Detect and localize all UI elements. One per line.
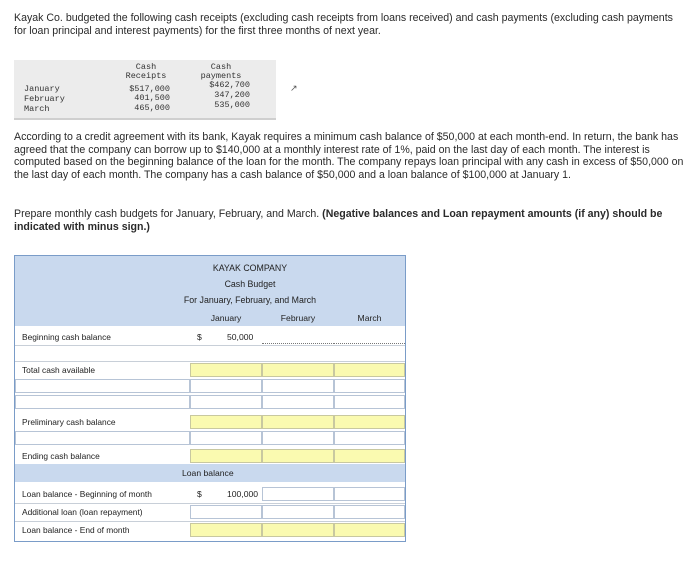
instructions-bold: (Negative balances and Loan repayment amounts (if any) should be indicated with minus sign.) xyxy=(14,208,663,233)
column-january: January xyxy=(210,313,242,323)
february-input[interactable] xyxy=(262,379,334,393)
loan-end-january-input[interactable] xyxy=(190,523,262,537)
budget-row xyxy=(15,430,405,446)
preliminary-march-input[interactable] xyxy=(334,415,405,429)
given-month: January xyxy=(24,84,60,94)
given-month: February xyxy=(24,94,65,104)
budget-row xyxy=(15,378,405,394)
cursor-mark-icon: ↗ xyxy=(290,83,298,93)
ending-cash-label: Ending cash balance xyxy=(22,451,100,461)
beginning-cash-january: 50,000 xyxy=(227,332,254,342)
preliminary-cash-label: Preliminary cash balance xyxy=(22,417,116,427)
dollar-sign: $ xyxy=(197,332,202,342)
given-payments: $462,700 xyxy=(209,80,250,90)
column-february: February xyxy=(280,313,316,323)
beginning-cash-row xyxy=(15,329,405,345)
total-cash-january-input[interactable] xyxy=(190,363,262,377)
budget-title: Cash Budget xyxy=(224,279,276,289)
receipts-header xyxy=(118,63,174,81)
loan-begin-february-input[interactable] xyxy=(262,487,334,501)
loan-begin-row xyxy=(15,486,405,502)
beginning-cash-february-input[interactable] xyxy=(262,330,334,344)
february-input[interactable] xyxy=(262,395,334,409)
march-input[interactable] xyxy=(334,431,405,445)
instructions-text: Prepare monthly cash budgets for January, February, and March. xyxy=(14,208,320,220)
january-input[interactable] xyxy=(190,379,262,393)
loan-end-label: Loan balance - End of month xyxy=(22,525,130,535)
ending-cash-row xyxy=(15,448,405,464)
ending-january-input[interactable] xyxy=(190,449,262,463)
total-cash-label: Total cash available xyxy=(22,365,96,375)
divider xyxy=(15,345,405,346)
budget-header xyxy=(15,256,405,326)
payments-header-line2: payments xyxy=(200,71,242,81)
line-label-input[interactable] xyxy=(15,395,190,409)
payments-header xyxy=(190,63,252,81)
ending-march-input[interactable] xyxy=(334,449,405,463)
receipts-header-line1: Cash xyxy=(135,62,157,72)
receipts-header-line2: Receipts xyxy=(125,71,167,81)
given-month: March xyxy=(24,104,50,114)
line-label-input[interactable] xyxy=(15,379,190,393)
given-receipts: $517,000 xyxy=(129,84,170,94)
loan-end-march-input[interactable] xyxy=(334,523,405,537)
loan-end-february-input[interactable] xyxy=(262,523,334,537)
company-name: KAYAK COMPANY xyxy=(212,263,288,273)
loan-balance-header: Loan balance xyxy=(182,468,234,478)
instructions xyxy=(14,208,686,233)
additional-loan-label: Additional loan (loan repayment) xyxy=(22,507,143,517)
intro-text: Kayak Co. budgeted the following cash receipts (excluding cash receipts from loans received) and cash payments (excluding cash payments for loan principal and interest payments) for the first three months of next year. xyxy=(14,12,673,37)
preliminary-cash-row xyxy=(15,414,405,430)
line-label-input[interactable] xyxy=(15,431,190,445)
march-input[interactable] xyxy=(334,379,405,393)
beginning-cash-march-input[interactable] xyxy=(334,330,405,344)
column-march: March xyxy=(357,313,382,323)
preliminary-january-input[interactable] xyxy=(190,415,262,429)
additional-loan-january-input[interactable] xyxy=(190,505,262,519)
ending-february-input[interactable] xyxy=(262,449,334,463)
given-receipts: 401,500 xyxy=(134,93,170,103)
loan-begin-january: 100,000 xyxy=(227,489,259,499)
preliminary-february-input[interactable] xyxy=(262,415,334,429)
budget-period: For January, February, and March xyxy=(183,295,317,305)
total-cash-row xyxy=(15,362,405,378)
cash-budget-table xyxy=(14,255,406,542)
march-input[interactable] xyxy=(334,395,405,409)
beginning-cash-label: Beginning cash balance xyxy=(22,332,111,342)
additional-loan-row xyxy=(15,504,405,520)
budget-row xyxy=(15,394,405,410)
dollar-sign: $ xyxy=(197,489,202,499)
given-payments: 347,200 xyxy=(214,90,250,100)
loan-begin-march-input[interactable] xyxy=(334,487,405,501)
credit-agreement-paragraph: According to a credit agreement with its bank, Kayak requires a minimum cash balance of $50,000 at each month-end. In return, the bank has agreed that the company can borrow up to $140,000 at a monthly interest rate of 1%, paid on the last day of each month. The interest is computed based on the beginning balance of the loan for the month. The company repays loan principal with any cash in excess of $50,000 on the last day of each month. The company has a cash balance of $50,000 and a loan balance of $100,000 at January 1. xyxy=(14,131,684,181)
additional-loan-february-input[interactable] xyxy=(262,505,334,519)
january-input[interactable] xyxy=(190,431,262,445)
total-cash-march-input[interactable] xyxy=(334,363,405,377)
given-data-table xyxy=(14,60,276,120)
loan-balance-header-bar xyxy=(15,464,405,482)
given-payments: 535,000 xyxy=(214,100,250,110)
loan-begin-label: Loan balance - Beginning of month xyxy=(22,489,152,499)
total-cash-february-input[interactable] xyxy=(262,363,334,377)
loan-end-row xyxy=(15,522,405,538)
february-input[interactable] xyxy=(262,431,334,445)
additional-loan-march-input[interactable] xyxy=(334,505,405,519)
payments-header-line1: Cash xyxy=(210,62,232,72)
given-receipts: 465,000 xyxy=(134,103,170,113)
january-input[interactable] xyxy=(190,395,262,409)
